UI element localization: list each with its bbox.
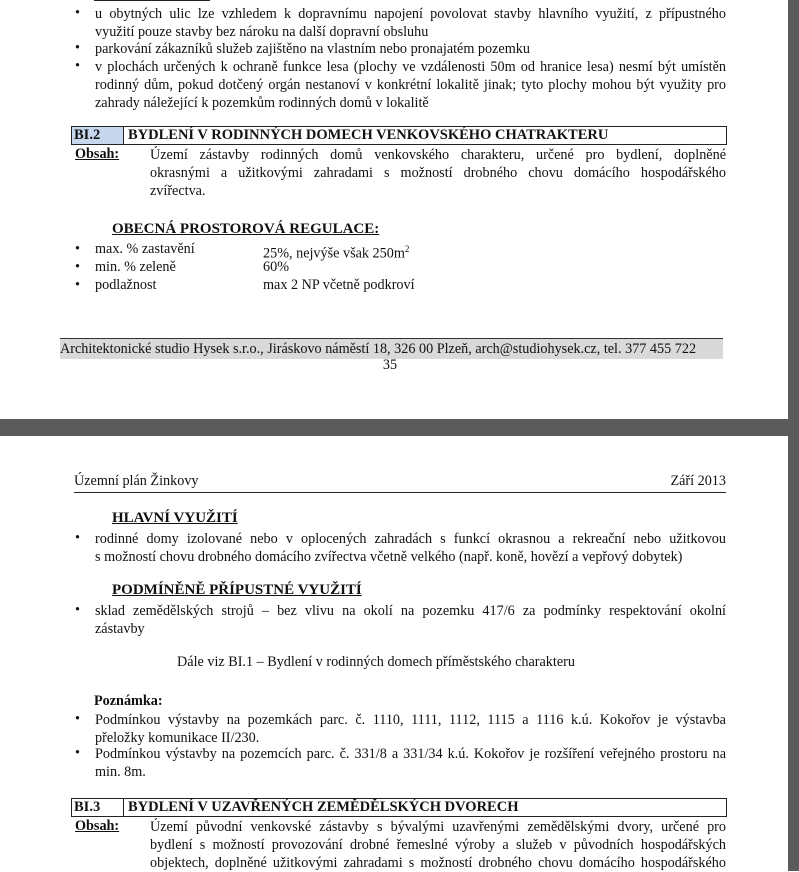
text-line: Území původní venkovské zástavby s bývalými uzavřenými zemědělskými dvory, určené pro	[150, 819, 726, 835]
text-line: s možností chovu drobného domácího zvířectva včetně velkého (např. koně, hovězí a vepřový dobytek)	[95, 549, 683, 565]
text-line: parkování zákazníků služeb zajištěno na vlastním nebo pronajatém pozemku	[95, 41, 530, 57]
text-line: objektech, doplněné užitkovými zahradami s možností drobného chovu domácího hospodářského	[150, 855, 726, 871]
regulation-label: • min. % zeleně	[95, 259, 176, 275]
obsah-text	[150, 818, 726, 872]
superscript: 2	[404, 244, 410, 254]
obsah-label: Obsah:	[75, 818, 120, 834]
text-line: u obytných ulic lze vzhledem k dopravnímu napojení povolovat stavby hlavního využití, z přípustného	[95, 6, 726, 22]
page-header	[74, 472, 726, 493]
text-line: min. 8m.	[95, 764, 146, 780]
regulation-label: • podlažnost	[95, 277, 157, 293]
text-line: rodinné domy izolované nebo v oplocených zahradách s funkcí okrasnou a rekreační nebo užitkovou	[95, 531, 726, 547]
text-line: okrasnými a užitkovými zahradami s možností drobného chovu domácího hospodářského	[150, 165, 726, 181]
header-title: Územní plán Žinkovy	[74, 473, 199, 489]
text-line: rodinný dům, pokud dotčený orgán nestanoví v konkrétní lokalitě jinak; tyto plochy mohou být využity pro	[95, 77, 726, 93]
viewer-gutter	[788, 0, 799, 871]
section-title: BYDLENÍ V RODINNÝCH DOMECH VENKOVSKÉHO CHATRAKTERU	[128, 127, 609, 143]
text-line: zahrady náležející k pozemkům rodinných domů v lokalitě	[95, 95, 429, 111]
text-line: zástavby	[95, 621, 145, 637]
podminene-vyuziti-heading: PODMÍNĚNĚ PŘÍPUSTNÉ VYUŽITÍ	[112, 582, 362, 598]
regulation-value-text: 25%, nejvýše však 250m	[263, 245, 405, 262]
page-gap	[0, 419, 799, 436]
regulation-value: 60%	[263, 259, 290, 275]
regulation-row	[75, 258, 725, 276]
text-line: Podmínkou výstavby na pozemcích parc. č. 331/8 a 331/34 k.ú. Kokořov je rozšíření veřejného prostoru na	[95, 746, 726, 762]
text-line: v plochách určených k ochraně funkce lesa (plochy ve vzdálenosti 50m od hranice lesa) nesmí být umístěn	[95, 59, 726, 75]
hlavni-vyuziti-heading: HLAVNÍ VYUŽITÍ	[112, 510, 238, 526]
section-title: BYDLENÍ V UZAVŘENÝCH ZEMĚDĚLSKÝCH DVORECH	[128, 799, 519, 815]
regulation-row	[75, 276, 725, 294]
top-rule	[94, 0, 210, 1]
text-line: přeložky komunikace II/230.	[95, 730, 260, 746]
document-page-35	[0, 0, 788, 419]
obsah-label: Obsah:	[75, 146, 120, 162]
regulation-label: • max. % zastavění	[95, 241, 195, 257]
page-footer: Architektonické studio Hysek s.r.o., Jiráskovo náměstí 18, 326 00 Plzeň, arch@studiohysek.cz, tel. 377 455 722	[60, 338, 723, 359]
text-line: Podmínkou výstavby na pozemkách parc. č. 1110, 1111, 1112, 1115 a 1116 k.ú. Kokořov je výstavba	[95, 712, 726, 728]
section-heading-bi2	[71, 126, 727, 145]
text-line: bydlení s možností provozování drobné řemeslné výroby a služeb v původních hospodářských	[150, 837, 726, 853]
section-heading-bi3	[71, 798, 727, 817]
text-line: Území zástavby rodinných domů venkovského charakteru, určené pro bydlení, doplněné	[150, 147, 726, 163]
page-number: 35	[382, 357, 398, 373]
text-line: sklad zemědělských strojů – bez vlivu na okolí na pozemku 417/6 za podmínky respektování okolní	[95, 603, 726, 619]
text-line: zvířectva.	[150, 183, 206, 199]
regulation-value: max 2 NP včetně podkroví	[263, 277, 415, 293]
obsah-text	[150, 146, 726, 200]
reference-note: Dále viz BI.1 – Bydlení v rodinných domech příměstského charakteru	[177, 654, 575, 670]
text-line: využití pouze stavby bez nároku na další dopravní obsluhu	[95, 24, 429, 40]
regulation-heading: OBECNÁ PROSTOROVÁ REGULACE:	[112, 221, 380, 237]
regulation-row	[75, 240, 725, 262]
section-code: BI.3	[72, 799, 124, 816]
section-code: BI.2	[72, 127, 124, 144]
header-date: Září 2013	[670, 473, 726, 489]
poznamka-title: Poznámka:	[94, 693, 163, 709]
